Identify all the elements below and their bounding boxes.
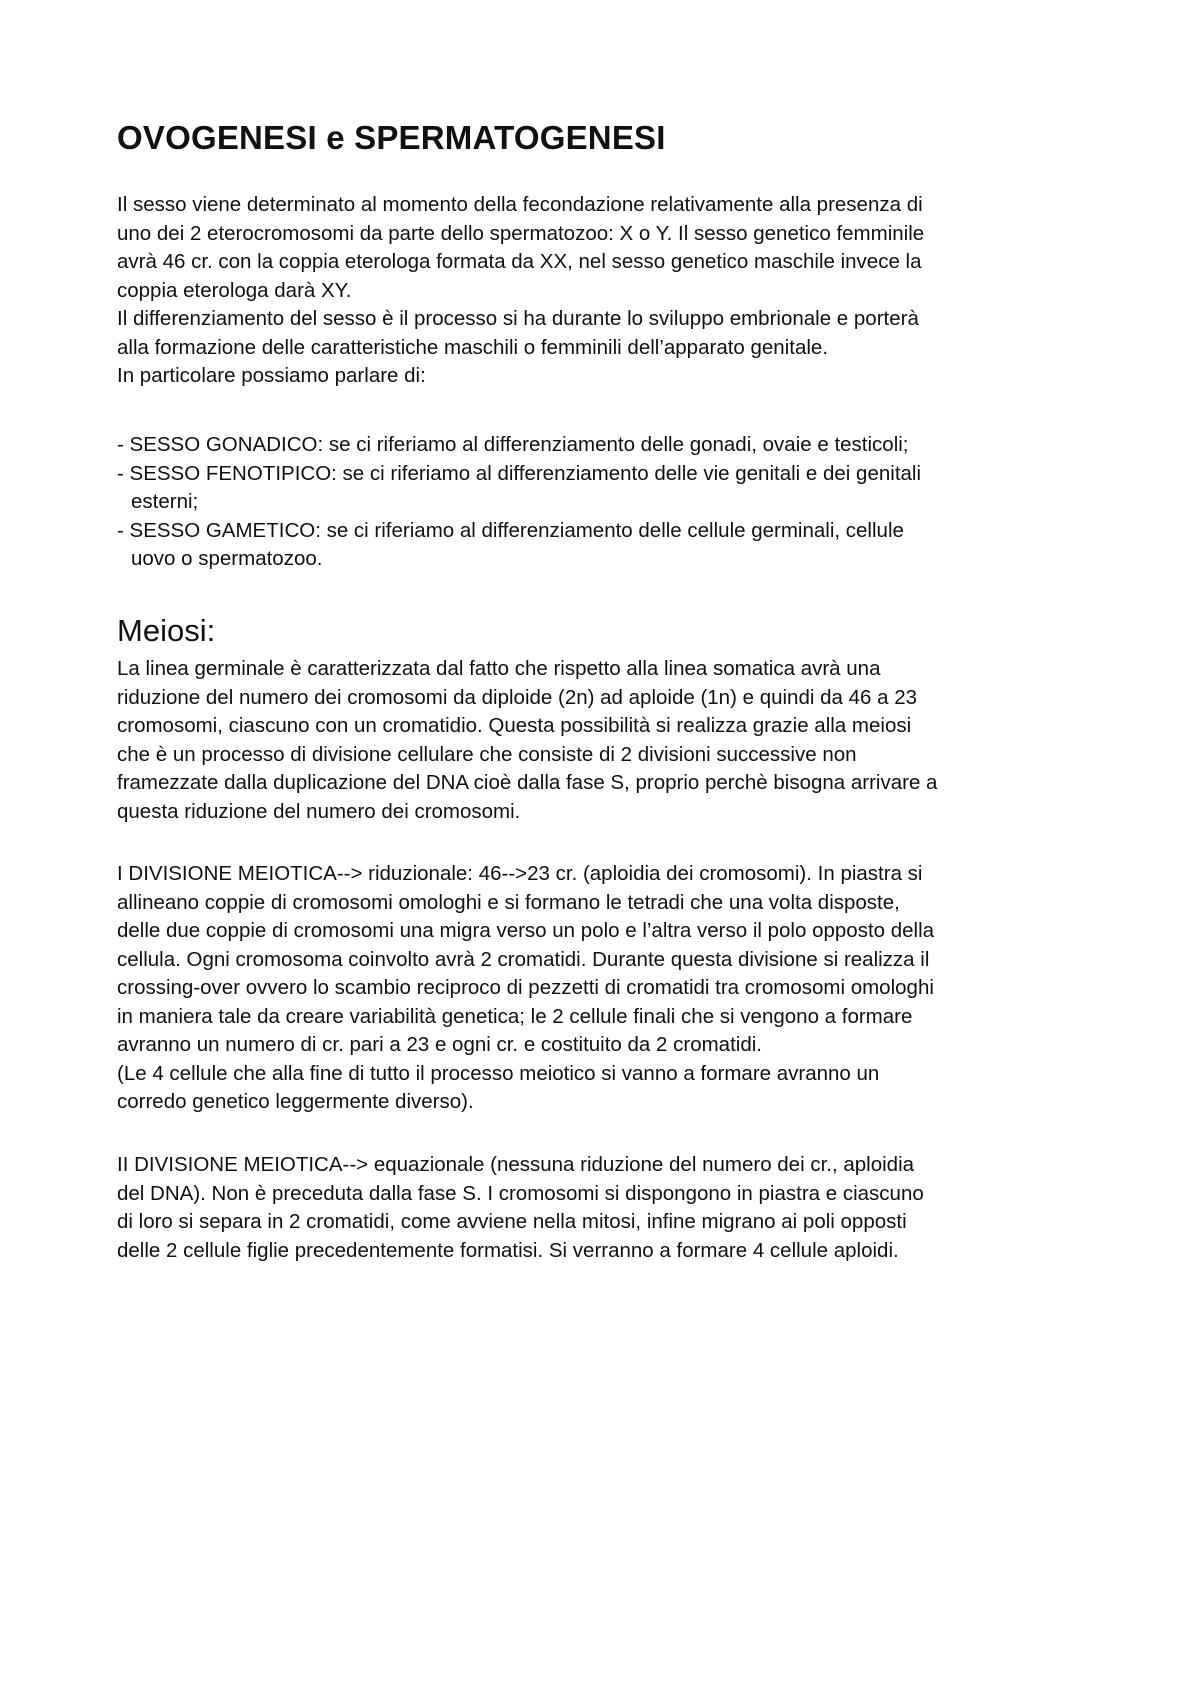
text-line: corredo genetico leggermente diverso). bbox=[117, 1090, 474, 1113]
list-item: - SESSO FENOTIPICO: se ci riferiamo al differenziamento delle vie genitali e dei genitali bbox=[117, 461, 922, 485]
text-line: allineano coppie di cromosomi omologhi e si formano le tetradi che una volta disposte, bbox=[117, 890, 900, 914]
sex-types-list bbox=[117, 431, 921, 574]
first-division-paragraph bbox=[117, 860, 934, 1117]
text-line: delle 2 cellule figlie precedentemente formatisi. Si verranno a formare 4 cellule aploidi. bbox=[117, 1238, 899, 1262]
text-line: avranno un numero di cr. pari a 23 e ogni cr. e costituito da 2 cromatidi. bbox=[117, 1033, 762, 1056]
document-title: OVOGENESI e SPERMATOGENESI bbox=[117, 119, 666, 156]
text-line: uno dei 2 eterocromosomi da parte dello spermatozoo: X o Y. Il sesso genetico femminile bbox=[117, 221, 925, 245]
intro-paragraph bbox=[117, 191, 924, 391]
text-line: avrà 46 cr. con la coppia eterologa formata da XX, nel sesso genetico maschile invece la bbox=[117, 250, 922, 273]
text-line: delle due coppie di cromosomi una migra verso un polo e l’altra verso il polo opposto della bbox=[117, 919, 935, 942]
text-line: Il differenziamento del sesso è il processo si ha durante lo sviluppo embrionale e porterà bbox=[117, 307, 919, 330]
text-line: questa riduzione del numero dei cromosomi. bbox=[117, 799, 521, 823]
text-line: (Le 4 cellule che alla fine di tutto il processo meiotico si vanno a formare avranno un bbox=[117, 1061, 880, 1085]
text-line: crossing-over ovvero lo scambio reciproco di pezzetti di cromatidi tra cromosomi omologhi bbox=[117, 976, 934, 999]
meiosi-paragraph bbox=[117, 655, 937, 826]
text-line: framezzate dalla duplicazione del DNA cioè dalla fase S, proprio perchè bisogna arrivare a bbox=[117, 771, 938, 794]
meiosi-heading: Meiosi: bbox=[117, 613, 216, 648]
list-item-continuation: esterni; bbox=[131, 490, 199, 513]
list-item-continuation: uovo o spermatozoo. bbox=[131, 547, 323, 570]
text-line: I DIVISIONE MEIOTICA--> riduzionale: 46-->23 cr. (aploidia dei cromosomi). In piastra si bbox=[117, 862, 923, 885]
text-line: che è un processo di divisione cellulare che consiste di 2 divisioni successive non bbox=[117, 742, 857, 766]
text-line: coppia eterologa darà XY. bbox=[117, 278, 352, 302]
text-line: Il sesso viene determinato al momento della fecondazione relativamente alla presenza di bbox=[117, 193, 923, 216]
list-item: - SESSO GAMETICO: se ci riferiamo al differenziamento delle cellule germinali, cellule bbox=[117, 518, 904, 542]
text-line: di loro si separa in 2 cromatidi, come avviene nella mitosi, infine migrano ai poli opposti bbox=[117, 1210, 907, 1233]
text-line: del DNA). Non è preceduta dalla fase S. I cromosomi si dispongono in piastra e ciascuno bbox=[117, 1181, 924, 1205]
text-line: La linea germinale è caratterizzata dal fatto che rispetto alla linea somatica avrà una bbox=[117, 657, 881, 680]
text-line: II DIVISIONE MEIOTICA--> equazionale (nessuna riduzione del numero dei cr., aploidia bbox=[117, 1153, 915, 1176]
text-line: cromosomi, ciascuno con un cromatidio. Questa possibilità si realizza grazie alla meiosi bbox=[117, 714, 912, 737]
text-line: In particolare possiamo parlare di: bbox=[117, 364, 426, 387]
text-line: alla formazione delle caratteristiche maschili o femminili dell’apparato genitale. bbox=[117, 335, 829, 359]
second-division-paragraph bbox=[117, 1151, 924, 1265]
list-item: - SESSO GONADICO: se ci riferiamo al differenziamento delle gonadi, ovaie e testicoli; bbox=[117, 433, 909, 456]
text-line: in maniera tale da creare variabilità genetica; le 2 cellule finali che si vengono a formare bbox=[117, 1004, 913, 1028]
text-line: cellula. Ogni cromosoma coinvolto avrà 2 cromatidi. Durante questa divisione si realizza il bbox=[117, 947, 930, 971]
text-line: riduzione del numero dei cromosomi da diploide (2n) ad aploide (1n) e quindi da 46 a 23 bbox=[117, 685, 918, 709]
